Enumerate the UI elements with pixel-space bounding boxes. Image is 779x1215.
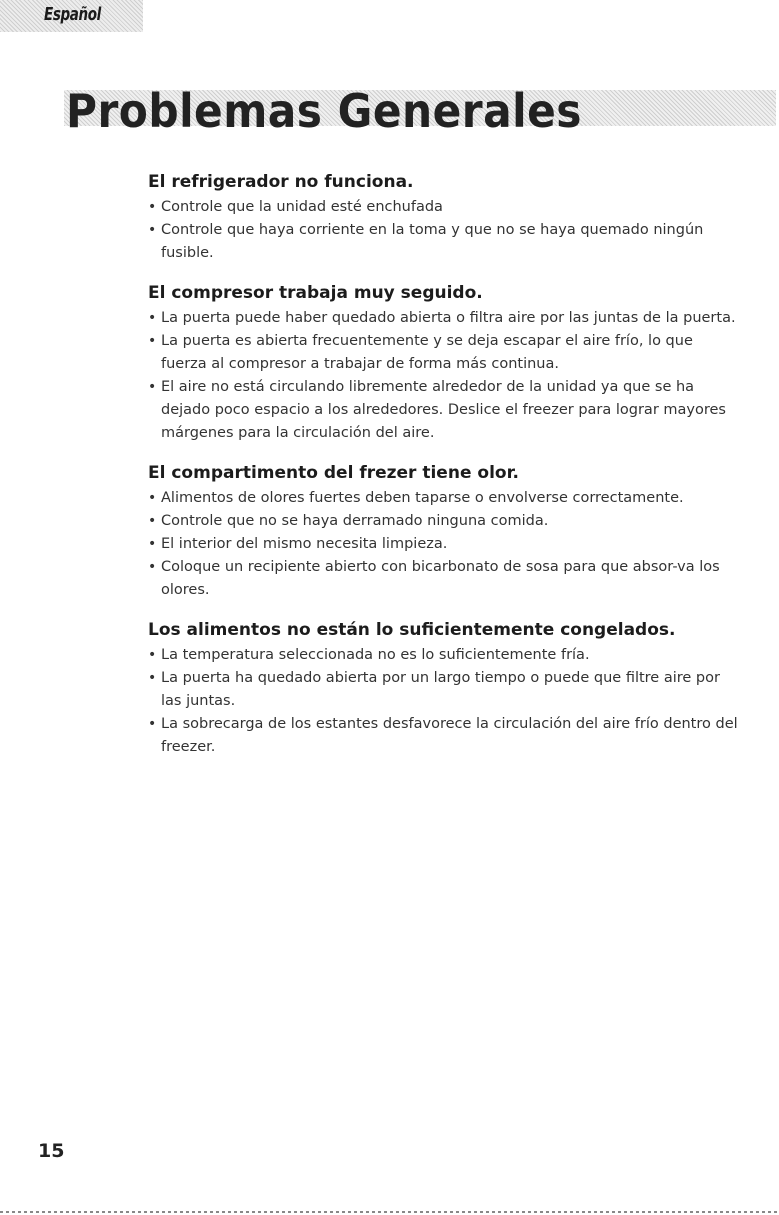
page-title: Problemas Generales (66, 84, 582, 138)
language-label: Español (44, 4, 101, 25)
list-item (148, 713, 738, 759)
list-item (148, 510, 738, 533)
section-compresor (148, 281, 738, 445)
list-item-text: El interior del mismo necesita limpieza. (161, 536, 448, 552)
bullet-icon: • (148, 199, 157, 215)
list-item (148, 556, 738, 602)
bullet-icon: • (148, 670, 157, 686)
list-item (148, 196, 738, 219)
list-item (148, 307, 738, 330)
list-item-text: La puerta puede haber quedado abierta o filtra aire por las juntas de la puerta. (161, 310, 736, 326)
bullet-icon: • (148, 333, 157, 349)
bullet-icon: • (148, 647, 157, 663)
bullet-list (148, 644, 738, 759)
list-item-text: La sobrecarga de los estantes desfavorece la circulación del aire frío dentro del freezer. (161, 716, 738, 755)
list-item (148, 533, 738, 556)
bullet-list (148, 196, 738, 265)
list-item-text: La puerta ha quedado abierta por un largo tiempo o puede que filtre aire por las juntas. (161, 670, 720, 709)
list-item-text: Coloque un recipiente abierto con bicarbonato de sosa para que absor-va los olores. (161, 559, 720, 598)
list-item-text: Controle que no se haya derramado ninguna comida. (161, 513, 549, 529)
section-heading: El compartimento del frezer tiene olor. (148, 463, 519, 483)
list-item (148, 644, 738, 667)
list-item (148, 219, 738, 265)
section-olor (148, 461, 738, 602)
section-heading: Los alimentos no están lo suficientemente congelados. (148, 620, 676, 640)
bullet-icon: • (148, 513, 157, 529)
bullet-list (148, 487, 738, 602)
bullet-icon: • (148, 559, 157, 575)
list-item (148, 376, 738, 445)
list-item (148, 330, 738, 376)
section-heading: El compresor trabaja muy seguido. (148, 283, 483, 303)
troubleshooting-content (148, 170, 738, 775)
bullet-icon: • (148, 222, 157, 238)
bullet-icon: • (148, 536, 157, 552)
list-item-text: La temperatura seleccionada no es lo suficientemente fría. (161, 647, 590, 663)
bullet-icon: • (148, 310, 157, 326)
list-item-text: Alimentos de olores fuertes deben taparse o envolverse correctamente. (161, 490, 684, 506)
bullet-list (148, 307, 738, 445)
bottom-rule (0, 1211, 779, 1213)
page-number: 15 (38, 1140, 65, 1162)
list-item-text: El aire no está circulando libremente alrededor de la unidad ya que se ha dejado poco espacio a los alrededores. Deslice el freezer para lograr mayores márgenes para la circulación del aire. (161, 379, 726, 441)
section-no-funciona (148, 170, 738, 265)
section-congelados (148, 618, 738, 759)
list-item-text: La puerta es abierta frecuentemente y se deja escapar el aire frío, lo que fuerza al compresor a trabajar de forma más continua. (161, 333, 693, 372)
language-tab (0, 0, 143, 32)
list-item-text: Controle que haya corriente en la toma y que no se haya quemado ningún fusible. (161, 222, 704, 261)
list-item (148, 487, 738, 510)
list-item-text: Controle que la unidad esté enchufada (161, 199, 443, 215)
section-heading: El refrigerador no funciona. (148, 172, 414, 192)
list-item (148, 667, 738, 713)
bullet-icon: • (148, 490, 157, 506)
bullet-icon: • (148, 716, 157, 732)
bullet-icon: • (148, 379, 157, 395)
